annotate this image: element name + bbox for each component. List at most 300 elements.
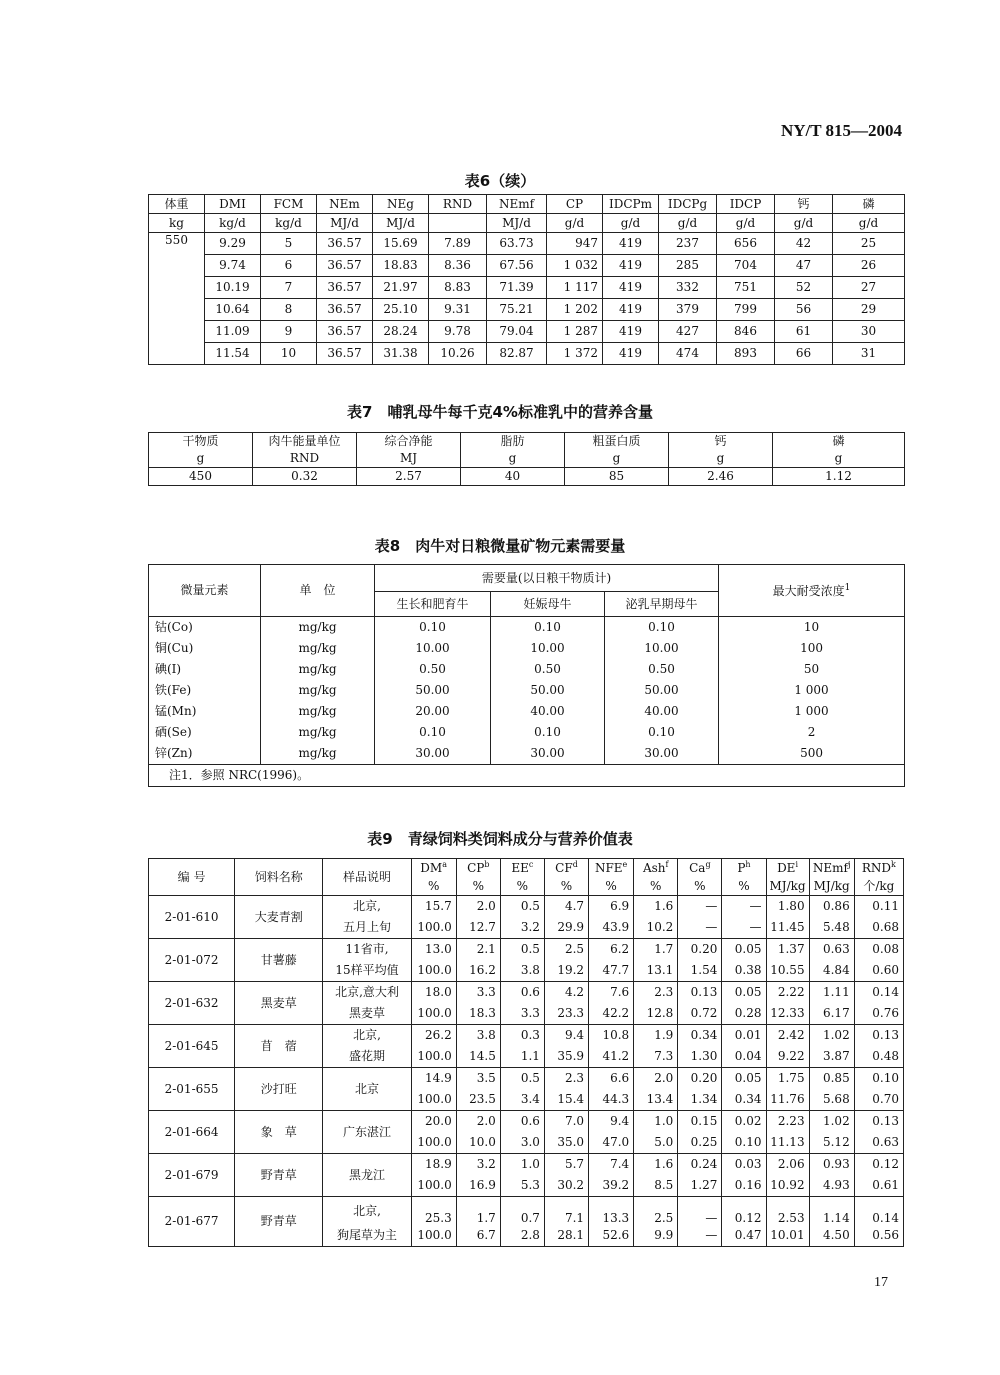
table-cell: 11.09 — [205, 321, 261, 343]
sample-note: 北京, — [323, 1197, 411, 1226]
table-row — [149, 617, 905, 639]
table-cell: 5.0 — [634, 1132, 678, 1154]
table-cell: 6.6 — [589, 1068, 634, 1090]
table-cell: 5 — [261, 233, 317, 255]
table-cell: 1 000 — [719, 680, 905, 701]
table-cell: 8.5 — [634, 1175, 678, 1197]
table-cell: 1.02 — [809, 1111, 854, 1133]
table-row — [149, 1025, 904, 1047]
table-cell: 0.5 — [500, 939, 544, 961]
table-cell: 10.8 — [589, 1025, 634, 1047]
col-name: DE — [777, 861, 796, 876]
table-cell: 0.14 — [854, 1197, 903, 1226]
table-cell: 5.12 — [809, 1132, 854, 1154]
table-cell: 26 — [833, 255, 905, 277]
sample-note: 五月上旬 — [323, 917, 411, 939]
table-cell: 100.0 — [411, 960, 456, 982]
table-cell: 15.69 — [373, 233, 429, 255]
table-cell: 0.12 — [722, 1197, 766, 1226]
feed-name: 象 草 — [235, 1111, 323, 1154]
table-cell: 31.38 — [373, 343, 429, 365]
table6-header: CP — [547, 195, 603, 214]
table9-col-unit: % — [456, 877, 500, 896]
table-cell: 0.34 — [678, 1025, 722, 1047]
table-cell: 2.8 — [500, 1225, 544, 1247]
table-cell: 9.78 — [429, 321, 487, 343]
table-cell: 19.2 — [544, 960, 588, 982]
feed-name: 甘薯藤 — [235, 939, 323, 982]
table-cell: 9.22 — [766, 1046, 809, 1068]
table-cell: 5.68 — [809, 1089, 854, 1111]
table-cell: 1 372 — [547, 343, 603, 365]
table9 — [148, 858, 904, 1247]
table-cell: 0.68 — [854, 917, 903, 939]
table-cell: 硒(Se) — [149, 722, 261, 743]
table-cell: 1.0 — [500, 1154, 544, 1176]
table-cell: 419 — [603, 233, 659, 255]
table-cell: 12.8 — [634, 1003, 678, 1025]
table9-col-unit: % — [589, 877, 634, 896]
table-cell: 3.3 — [500, 1003, 544, 1025]
table-row — [149, 343, 905, 365]
table-cell: 10.92 — [766, 1175, 809, 1197]
table-cell: 7 — [261, 277, 317, 299]
table-row — [149, 701, 905, 722]
table-cell: 0.25 — [678, 1132, 722, 1154]
table-cell: 0.34 — [722, 1089, 766, 1111]
table-cell: 钴(Co) — [149, 617, 261, 639]
table9-col-header — [678, 859, 722, 878]
table-cell: 4.84 — [809, 960, 854, 982]
table-cell: 0.56 — [854, 1225, 903, 1247]
table-cell: 9.74 — [205, 255, 261, 277]
table-cell: 75.21 — [487, 299, 547, 321]
table-row — [149, 233, 905, 255]
table7-unit: RND — [253, 450, 357, 468]
table-cell: 0.60 — [854, 960, 903, 982]
table-cell: 61 — [775, 321, 833, 343]
table7-value: 1.12 — [773, 468, 905, 486]
table-cell: 20.00 — [375, 701, 491, 722]
table-cell: 0.63 — [854, 1132, 903, 1154]
table-cell: 2.1 — [456, 939, 500, 961]
table-cell: 碘(I) — [149, 659, 261, 680]
table-cell: 50.00 — [605, 680, 719, 701]
table-cell: 15.4 — [544, 1089, 588, 1111]
table-row — [149, 1068, 904, 1090]
table-cell: 0.04 — [722, 1046, 766, 1068]
table6-header: DMI — [205, 195, 261, 214]
table-cell: 10.2 — [634, 917, 678, 939]
table-cell: 3.0 — [500, 1132, 544, 1154]
table-cell: 0.61 — [854, 1175, 903, 1197]
table9-col-unit: % — [722, 877, 766, 896]
table-cell: mg/kg — [261, 722, 375, 743]
table-cell: 100.0 — [411, 1175, 456, 1197]
table-cell: 0.5 — [500, 896, 544, 918]
table7-value: 2.46 — [669, 468, 773, 486]
table-cell: 6.9 — [589, 896, 634, 918]
table7-unit: g — [565, 450, 669, 468]
table9-sample-header: 样品说明 — [323, 859, 411, 896]
table-cell: mg/kg — [261, 638, 375, 659]
table-cell: 2.5 — [544, 939, 588, 961]
table-cell: — — [678, 1197, 722, 1226]
table-cell: 12.7 — [456, 917, 500, 939]
table-cell: 0.10 — [722, 1132, 766, 1154]
table-cell: 31 — [833, 343, 905, 365]
table-cell: 0.05 — [722, 1068, 766, 1090]
table6-unit: g/d — [659, 214, 717, 233]
table-cell: 0.48 — [854, 1046, 903, 1068]
table8-subheader: 泌乳早期母牛 — [605, 592, 719, 617]
table-cell: — — [678, 896, 722, 918]
table-cell: 25 — [833, 233, 905, 255]
table7-unit: g — [461, 450, 565, 468]
footnote-ref: b — [484, 860, 490, 870]
table9-col-header — [456, 859, 500, 878]
table-cell: 0.24 — [678, 1154, 722, 1176]
table-cell: 419 — [603, 343, 659, 365]
table9-col-unit: % — [678, 877, 722, 896]
table-cell: 1.37 — [766, 939, 809, 961]
table-cell: 铜(Cu) — [149, 638, 261, 659]
table-cell: 0.20 — [678, 939, 722, 961]
table-cell: 23.3 — [544, 1003, 588, 1025]
table6-header: IDCP — [717, 195, 775, 214]
table-cell: 28.24 — [373, 321, 429, 343]
table-cell: 20.0 — [411, 1111, 456, 1133]
col-name: CF — [555, 861, 573, 876]
table-cell: 14.5 — [456, 1046, 500, 1068]
table-cell: 0.10 — [854, 1068, 903, 1090]
table9-col-header — [722, 859, 766, 878]
table-cell: 0.28 — [722, 1003, 766, 1025]
table7-header: 脂肪 — [461, 433, 565, 451]
table-cell: 41.2 — [589, 1046, 634, 1068]
table7-unit: g — [149, 450, 253, 468]
table6-unit: g/d — [717, 214, 775, 233]
footnote-ref: i — [795, 860, 799, 870]
table-cell: 419 — [603, 255, 659, 277]
col-name: RND — [861, 861, 891, 876]
table-cell: 0.10 — [605, 722, 719, 743]
table9-caption: 表9 青绿饲料类饲料成分与营养价值表 — [367, 830, 633, 848]
table-cell: 500 — [719, 743, 905, 765]
table-cell: 656 — [717, 233, 775, 255]
table9-col-header — [766, 859, 809, 878]
table9-col-unit: % — [500, 877, 544, 896]
table8-max-header — [719, 565, 905, 617]
feed-code: 2-01-610 — [149, 896, 235, 939]
table8-subheader: 妊娠母牛 — [491, 592, 605, 617]
col-name: NEmf — [812, 861, 848, 876]
table-cell: 16.9 — [456, 1175, 500, 1197]
table-cell: 82.87 — [487, 343, 547, 365]
sample-note: 广东湛江 — [323, 1111, 411, 1154]
col-name: CP — [467, 861, 485, 876]
table7-unit: g — [669, 450, 773, 468]
table-cell: 1.11 — [809, 982, 854, 1004]
table-cell: 6 — [261, 255, 317, 277]
table-cell: 9.31 — [429, 299, 487, 321]
table-cell: 44.3 — [589, 1089, 634, 1111]
table-cell: 2.0 — [456, 896, 500, 918]
table-cell: 25.10 — [373, 299, 429, 321]
page-number: 17 — [874, 1275, 888, 1290]
table6-weight: 550 — [149, 233, 205, 365]
table-row — [149, 859, 904, 878]
table-cell: 100.0 — [411, 1046, 456, 1068]
table-cell: 0.93 — [809, 1154, 854, 1176]
table-cell: 30.00 — [491, 743, 605, 765]
table-cell: 893 — [717, 343, 775, 365]
table-cell: 47 — [775, 255, 833, 277]
table-cell: 100.0 — [411, 1225, 456, 1247]
table-cell: 1.27 — [678, 1175, 722, 1197]
footnote-ref: j — [847, 860, 851, 870]
table-cell: 50.00 — [375, 680, 491, 701]
table-cell: 42.2 — [589, 1003, 634, 1025]
table-cell: mg/kg — [261, 659, 375, 680]
table-cell: 52 — [775, 277, 833, 299]
table8-unit-header: 单 位 — [261, 565, 375, 617]
col-name: Ash — [642, 861, 666, 876]
table-cell: 0.50 — [605, 659, 719, 680]
table6-unit: g/d — [833, 214, 905, 233]
table9-col-header — [544, 859, 588, 878]
table-cell: 4.2 — [544, 982, 588, 1004]
sample-note: 11省市, — [323, 939, 411, 961]
table-cell: 8.36 — [429, 255, 487, 277]
table-cell: 30.2 — [544, 1175, 588, 1197]
table-cell: 10 — [719, 617, 905, 639]
table-cell: 7.4 — [589, 1154, 634, 1176]
table-row — [149, 214, 905, 233]
table-cell: 9.9 — [634, 1225, 678, 1247]
table-cell: 10.55 — [766, 960, 809, 982]
feed-name: 野青草 — [235, 1154, 323, 1197]
table-cell: 36.57 — [317, 277, 373, 299]
sample-note: 黑龙江 — [323, 1154, 411, 1197]
table-cell: 0.10 — [375, 617, 491, 639]
table-cell: 18.9 — [411, 1154, 456, 1176]
table-cell: 1 117 — [547, 277, 603, 299]
table-cell: 0.15 — [678, 1111, 722, 1133]
table7-header: 钙 — [669, 433, 773, 451]
table-cell: 1.6 — [634, 1154, 678, 1176]
table-cell: 1.1 — [500, 1046, 544, 1068]
table-cell: 10.01 — [766, 1225, 809, 1247]
table7-header: 肉牛能量单位 — [253, 433, 357, 451]
table-cell: 100.0 — [411, 917, 456, 939]
table9-col-header — [589, 859, 634, 878]
table-cell: 0.6 — [500, 982, 544, 1004]
table-cell: 1.7 — [634, 939, 678, 961]
footnote-ref: d — [572, 860, 578, 870]
table-cell: 0.10 — [375, 722, 491, 743]
table-cell: 11.54 — [205, 343, 261, 365]
table-row — [149, 939, 904, 961]
table-cell: 0.47 — [722, 1225, 766, 1247]
table-cell: 237 — [659, 233, 717, 255]
table-cell: 1.30 — [678, 1046, 722, 1068]
table9-col-header — [809, 859, 854, 878]
footnote-ref: 1 — [844, 582, 851, 593]
table-cell: 0.3 — [500, 1025, 544, 1047]
table8-subheader: 生长和肥育牛 — [375, 592, 491, 617]
table-cell: 9.29 — [205, 233, 261, 255]
table-cell: 26.2 — [411, 1025, 456, 1047]
table6-header: 钙 — [775, 195, 833, 214]
feed-code: 2-01-632 — [149, 982, 235, 1025]
table-cell: 43.9 — [589, 917, 634, 939]
table-cell: 0.05 — [722, 939, 766, 961]
table-cell: 100.0 — [411, 1089, 456, 1111]
table7-header: 干物质 — [149, 433, 253, 451]
table-cell: 5.7 — [544, 1154, 588, 1176]
feed-name: 野青草 — [235, 1197, 323, 1247]
table-cell: 10.64 — [205, 299, 261, 321]
table6-unit: MJ/d — [487, 214, 547, 233]
table-cell: 23.5 — [456, 1089, 500, 1111]
sample-note: 15样平均值 — [323, 960, 411, 982]
table-cell: 704 — [717, 255, 775, 277]
table6-unit: MJ/d — [373, 214, 429, 233]
table-cell: 9.4 — [589, 1111, 634, 1133]
table-cell: 0.5 — [500, 1068, 544, 1090]
table-cell: 947 — [547, 233, 603, 255]
table-row — [149, 277, 905, 299]
table-row — [149, 468, 905, 486]
table7-unit: MJ — [357, 450, 461, 468]
table-cell: 100.0 — [411, 1003, 456, 1025]
table-cell: 2.5 — [634, 1197, 678, 1226]
feed-name: 黑麦草 — [235, 982, 323, 1025]
table-row — [149, 982, 904, 1004]
table9-col-header — [500, 859, 544, 878]
table6-unit: MJ/d — [317, 214, 373, 233]
table7-value: 85 — [565, 468, 669, 486]
table-cell: 35.0 — [544, 1132, 588, 1154]
table-cell: 47.0 — [589, 1132, 634, 1154]
table-cell: 铁(Fe) — [149, 680, 261, 701]
table-cell: 0.05 — [722, 982, 766, 1004]
table-cell: 0.02 — [722, 1111, 766, 1133]
table-cell: 50.00 — [491, 680, 605, 701]
table-cell: 285 — [659, 255, 717, 277]
table-cell: 71.39 — [487, 277, 547, 299]
table-cell: 锰(Mn) — [149, 701, 261, 722]
table-cell: 7.6 — [589, 982, 634, 1004]
table-cell: 13.3 — [589, 1197, 634, 1226]
table-cell: 10.0 — [456, 1132, 500, 1154]
table8 — [148, 564, 905, 787]
table-cell: 2.0 — [634, 1068, 678, 1090]
table-cell: 27 — [833, 277, 905, 299]
table-cell: 3.87 — [809, 1046, 854, 1068]
table-cell: 3.3 — [456, 982, 500, 1004]
table-cell: 2 — [719, 722, 905, 743]
table-cell: 3.2 — [456, 1154, 500, 1176]
table-cell: 47.7 — [589, 960, 634, 982]
table-cell: 36.57 — [317, 255, 373, 277]
table9-col-unit: % — [411, 877, 456, 896]
footnote-ref: k — [891, 860, 896, 870]
table6-header: 磷 — [833, 195, 905, 214]
table-cell: 0.11 — [854, 896, 903, 918]
table-cell: 42 — [775, 233, 833, 255]
table-cell: mg/kg — [261, 743, 375, 765]
table9-col-header — [854, 859, 903, 878]
table-cell: — — [722, 917, 766, 939]
table-cell: 0.6 — [500, 1111, 544, 1133]
table-cell: 5.3 — [500, 1175, 544, 1197]
table-row — [149, 1154, 904, 1176]
table-cell: 1.6 — [634, 896, 678, 918]
table-cell: 79.04 — [487, 321, 547, 343]
table-row — [149, 195, 905, 214]
table-cell: mg/kg — [261, 617, 375, 639]
sample-note: 盛花期 — [323, 1046, 411, 1068]
table-cell: 0.12 — [854, 1154, 903, 1176]
table-cell: 16.2 — [456, 960, 500, 982]
table-cell: 0.50 — [375, 659, 491, 680]
table-cell: 40.00 — [491, 701, 605, 722]
table-cell: 10 — [261, 343, 317, 365]
table-cell: 2.22 — [766, 982, 809, 1004]
feed-code: 2-01-655 — [149, 1068, 235, 1111]
table-cell: 4.7 — [544, 896, 588, 918]
table7-value: 40 — [461, 468, 565, 486]
table-cell: 0.7 — [500, 1197, 544, 1226]
table-cell: 1.7 — [456, 1197, 500, 1226]
table-cell: 9.4 — [544, 1025, 588, 1047]
table6-unit: g/d — [603, 214, 659, 233]
table-cell: 锌(Zn) — [149, 743, 261, 765]
table9-col-header — [411, 859, 456, 878]
table9-col-unit: % — [544, 877, 588, 896]
table8-caption: 表8 肉牛对日粮微量矿物元素需要量 — [374, 537, 626, 555]
table8-requirement-header: 需要量(以日粮干物质计) — [375, 565, 719, 592]
table8-max-label: 最大耐受浓度 — [772, 583, 845, 598]
footnote-ref: e — [622, 860, 628, 870]
table-cell: 6.7 — [456, 1225, 500, 1247]
table-cell: 10.00 — [375, 638, 491, 659]
table9-col-unit: 个/kg — [854, 877, 903, 896]
table-cell: 10.26 — [429, 343, 487, 365]
table-cell: 11.76 — [766, 1089, 809, 1111]
table-cell: 1.0 — [634, 1111, 678, 1133]
table-cell: 66 — [775, 343, 833, 365]
table9-col-header — [634, 859, 678, 878]
table6-caption: 表6（续） — [464, 172, 536, 190]
table-cell: 0.38 — [722, 960, 766, 982]
table-cell: 0.14 — [854, 982, 903, 1004]
table-cell: 1.14 — [809, 1197, 854, 1226]
table-cell: 4.93 — [809, 1175, 854, 1197]
table-cell: 1 032 — [547, 255, 603, 277]
table-row — [149, 638, 905, 659]
table-cell: 52.6 — [589, 1225, 634, 1247]
table6-header: IDCPg — [659, 195, 717, 214]
table-cell: 18.3 — [456, 1003, 500, 1025]
table-cell: 30 — [833, 321, 905, 343]
table7 — [148, 432, 905, 486]
table-row — [149, 1197, 904, 1226]
table-cell: 474 — [659, 343, 717, 365]
table-cell: 0.10 — [491, 722, 605, 743]
